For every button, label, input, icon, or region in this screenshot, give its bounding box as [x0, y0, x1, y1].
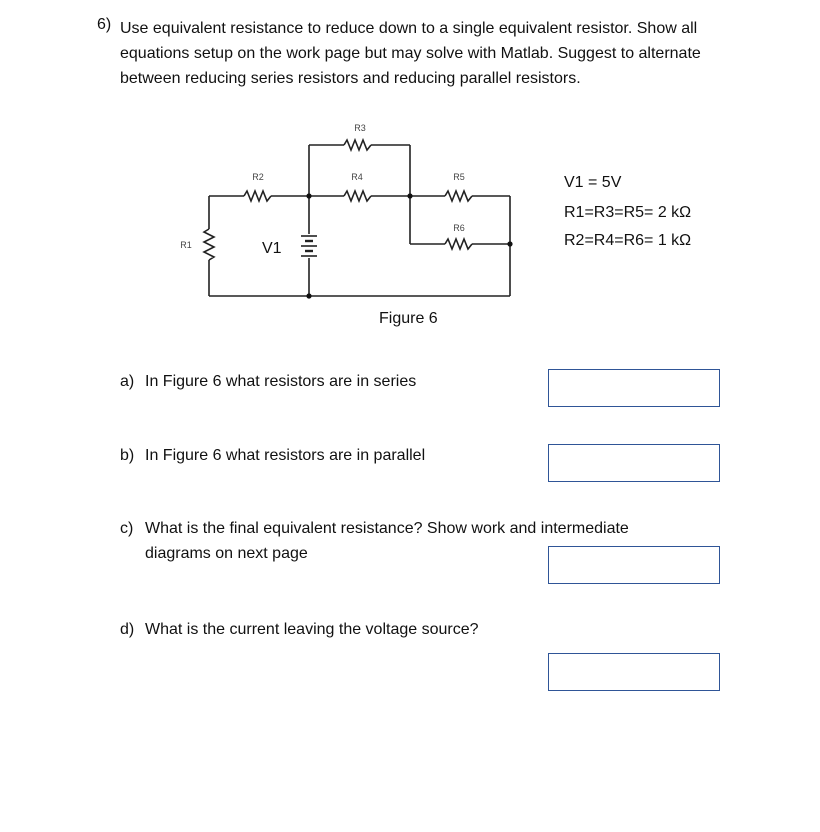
part-a-text: In Figure 6 what resistors are in series: [145, 373, 417, 390]
resistor-r1: [204, 229, 214, 260]
circuit-diagram: [170, 115, 530, 305]
part-d-letter: d): [120, 621, 135, 638]
question-text: Use equivalent resistance to reduce down to a single equivalent resistor. Show all equations setup on the work page but may solve with Matlab. Suggest to alternate between reducing series resistors and reducing parallel resistors.: [120, 20, 701, 87]
resistor-r6: [445, 239, 472, 249]
part-d-text: What is the current leaving the voltage source?: [145, 621, 479, 638]
figure-caption: Figure 6: [379, 310, 438, 327]
answer-box-b[interactable]: [548, 444, 720, 482]
answer-box-c[interactable]: [548, 546, 720, 584]
given-r-odd: R1=R3=R5= 2 kΩ: [564, 204, 692, 221]
part-c-letter: c): [120, 520, 134, 537]
junction-dot: [306, 193, 311, 198]
junction-dot: [507, 241, 512, 246]
answer-box-a[interactable]: [548, 369, 720, 407]
label-r3: R3: [354, 123, 366, 133]
label-r5: R5: [453, 172, 465, 182]
part-c-text: What is the final equivalent resistance? Show work and intermediate diagrams on next page: [145, 520, 629, 562]
part-b-letter: b): [120, 447, 135, 464]
part-a-letter: a): [120, 373, 135, 390]
question-number: 6): [97, 16, 112, 33]
label-r2: R2: [252, 172, 264, 182]
label-r1: R1: [180, 240, 192, 250]
label-v1: V1: [262, 240, 282, 257]
part-b-text: In Figure 6 what resistors are in parallel: [145, 447, 426, 464]
given-r-even: R2=R4=R6= 1 kΩ: [564, 232, 692, 249]
resistor-r3: [344, 140, 371, 150]
given-v1: V1 = 5V: [564, 174, 622, 191]
junction-dot: [407, 193, 412, 198]
resistor-r4: [344, 191, 371, 201]
resistor-r5: [445, 191, 472, 201]
junction-dot: [306, 293, 311, 298]
label-r4: R4: [351, 172, 363, 182]
label-r6: R6: [453, 223, 465, 233]
resistor-r2: [244, 191, 271, 201]
answer-box-d[interactable]: [548, 653, 720, 691]
battery-v1: [301, 236, 317, 256]
